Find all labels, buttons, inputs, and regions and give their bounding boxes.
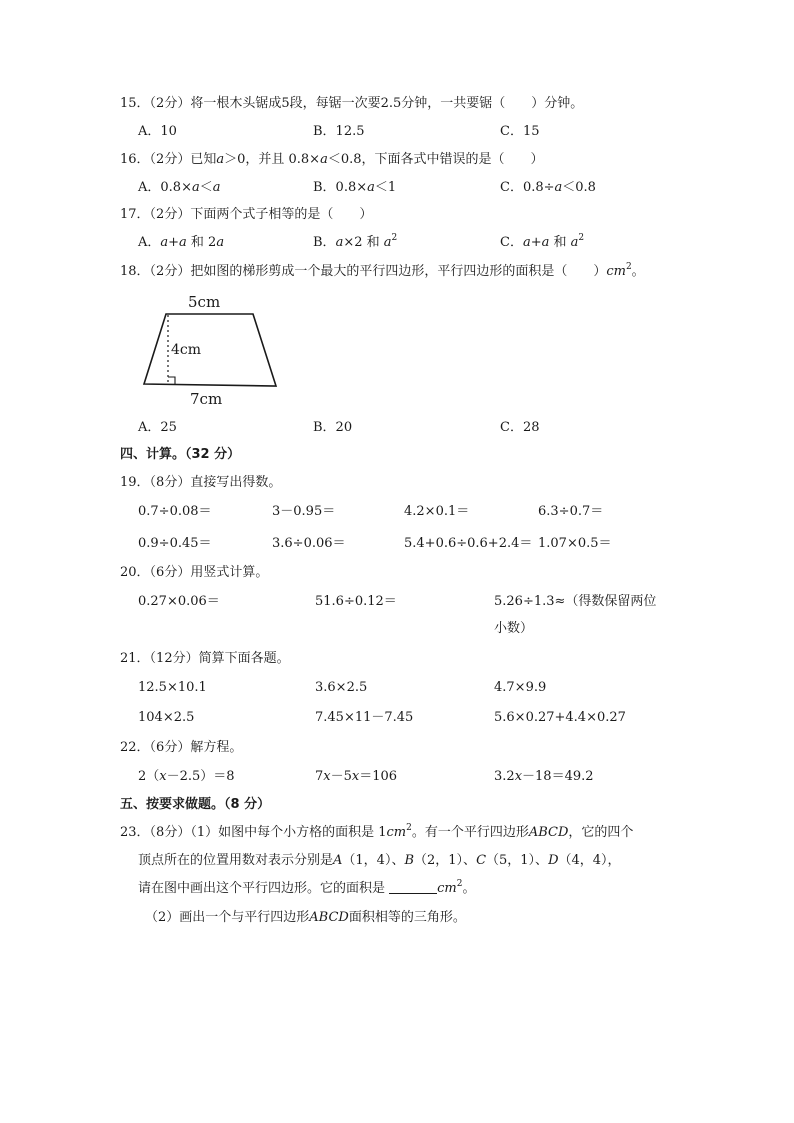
- q21-stem: 21．（12分）简算下面各题。: [120, 651, 290, 666]
- q20-item: 5.26÷1.3≈（得数保留两位: [494, 594, 657, 609]
- q21-item: 104×2.5: [138, 710, 195, 725]
- q19-item: 0.7÷0.08＝: [138, 504, 212, 519]
- q17-option-a[interactable]: A．a+a 和 2a: [138, 235, 225, 250]
- q17-stem: 17．（2分）下面两个式子相等的是（ ）: [120, 207, 373, 222]
- q23-line-4: （2）画出一个与平行四边形ABCD面积相等的三角形。: [145, 910, 466, 925]
- q19-item: 3.6÷0.06＝: [272, 536, 346, 551]
- q22-equation-1: 2（x－2.5）＝8: [138, 769, 235, 784]
- q15-option-c[interactable]: C．15: [500, 124, 540, 139]
- q18-stem: 18．（2分）把如图的梯形剪成一个最大的平行四边形，平行四边形的面积是（ ）$cm^2$。: [120, 262, 645, 279]
- q18-option-b[interactable]: B．20: [313, 420, 353, 435]
- section5-title: 五、按要求做题。（8 分）: [120, 797, 271, 812]
- q19-item: 4.2×0.1＝: [404, 504, 470, 519]
- q21-item: 4.7×9.9: [494, 680, 547, 695]
- q21-item: 7.45×11－7.45: [315, 710, 414, 725]
- q19-item: 3－0.95＝: [272, 504, 336, 519]
- bottom-base-label: 7cm: [190, 390, 223, 408]
- q22-equation-3: 3.2x－18＝49.2: [494, 769, 594, 784]
- q22-stem: 22．（6分）解方程。: [120, 740, 243, 755]
- q15-option-b[interactable]: B．12.5: [313, 124, 365, 139]
- q20-item-continued: 小数）: [494, 621, 534, 636]
- top-base-label: 5cm: [188, 293, 221, 311]
- q21-item: 3.6×2.5: [315, 680, 368, 695]
- q18-option-c[interactable]: C．28: [500, 420, 540, 435]
- q15-option-a[interactable]: A．10: [138, 124, 177, 139]
- trapezoid-outline: [144, 314, 276, 386]
- q17-option-b[interactable]: B．a×2 和 $a^2$: [313, 233, 398, 250]
- q23-line-2: 顶点所在的位置用数对表示分别是A（1，4）、B（2，1）、C（5，1）、D（4，4），: [138, 853, 621, 868]
- q18-option-a[interactable]: A．25: [138, 420, 177, 435]
- q22-equation-2: 7x－5x＝106: [315, 769, 398, 784]
- height-label: 4cm: [171, 342, 202, 358]
- q15-stem: 15．（2分）将一根木头锯成5段，每锯一次要2.5分钟，一共要锯（ ）分钟。: [120, 96, 584, 111]
- q19-stem: 19．（8分）直接写出得数。: [120, 475, 282, 490]
- q16-option-c[interactable]: C．0.8÷a＜0.8: [500, 180, 596, 195]
- q16-option-a[interactable]: A．0.8×a＜a: [138, 180, 221, 195]
- answer-blank[interactable]: [389, 881, 437, 894]
- q19-item: 6.3÷0.7＝: [538, 504, 604, 519]
- q20-item: 51.6÷0.12＝: [315, 594, 397, 609]
- section4-title: 四、计算。（32 分）: [120, 447, 241, 462]
- q20-item: 0.27×0.06＝: [138, 594, 220, 609]
- q19-item: 0.9÷0.45＝: [138, 536, 212, 551]
- q23-line-1: 23．（8分）（1）如图中每个小方格的面积是 $1cm^2$。有一个平行四边形ABCD，它的四个: [120, 823, 634, 840]
- q19-item: 5.4+0.6÷0.6+2.4＝: [404, 536, 533, 551]
- trapezoid-figure: [136, 288, 306, 410]
- q21-item: 5.6×0.27+4.4×0.27: [494, 710, 626, 725]
- q23-line-3: 请在图中画出这个平行四边形。它的面积是 $cm^2$。: [138, 879, 476, 896]
- q17-option-c[interactable]: C．a+a 和 $a^2$: [500, 233, 585, 250]
- q16-stem: 16．（2分）已知a＞0，并且 0.8×a＜0.8，下面各式中错误的是（ ）: [120, 152, 544, 167]
- right-angle-mark: [168, 377, 175, 384]
- q16-option-b[interactable]: B．0.8×a＜1: [313, 180, 397, 195]
- q19-item: 1.07×0.5＝: [538, 536, 612, 551]
- q20-stem: 20．（6分）用竖式计算。: [120, 565, 269, 580]
- q21-item: 12.5×10.1: [138, 680, 207, 695]
